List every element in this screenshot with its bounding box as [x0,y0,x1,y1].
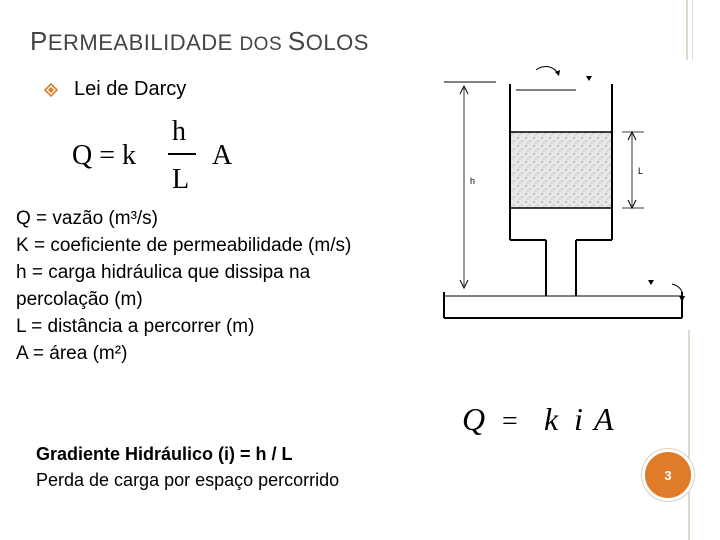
kia-equals: = [502,406,518,437]
slide-title: PERMEABILIDADE DOS SOLOS [30,26,369,56]
inflow-arrow-icon [536,67,558,74]
darcy-numerator: h [172,116,186,147]
darcy-equation [72,116,242,196]
right-border-rule-inner [692,0,693,60]
darcy-apparatus-diagram [436,64,692,326]
definition-h: h = carga hidráulica que dissipa na [16,262,311,283]
diamond-bullet-icon [44,83,58,97]
bullet-item-darcy [44,78,186,101]
kia-k: k [544,401,559,437]
h-label: h [470,176,476,186]
darcy-rhs: A [212,140,233,171]
kia-i: i [574,401,583,437]
gradient-block [36,441,339,493]
upper-water-marker-icon [586,76,592,81]
kia-equation [462,396,632,444]
definition-h-cont: percolação (m) [16,289,143,310]
definition-k: K = coeficiente de permeabilidade (m/s) [16,235,352,256]
right-border-rule-lower [688,330,690,540]
right-border-rule-outer [686,0,688,60]
definitions-list [16,205,446,367]
kia-a: A [594,401,614,437]
gradient-title: Gradiente Hidráulico (i) = h / L [36,444,293,464]
darcy-lhs: Q = k [72,140,137,171]
definition-q: Q = vazão (m³/s) [16,208,158,229]
lower-water-marker-icon [648,280,654,285]
slide-number-badge: 3 [642,449,694,501]
soil-sample [511,132,611,208]
l-label: L [638,166,644,176]
kia-q: Q [462,401,486,437]
gradient-description: Perda de carga por espaço percorrido [36,470,340,490]
definition-a: A = área (m²) [16,343,128,364]
darcy-denominator: L [172,164,190,195]
definition-l: L = distância a percorrer (m) [16,316,255,337]
bullet-label: Lei de Darcy [74,78,187,100]
